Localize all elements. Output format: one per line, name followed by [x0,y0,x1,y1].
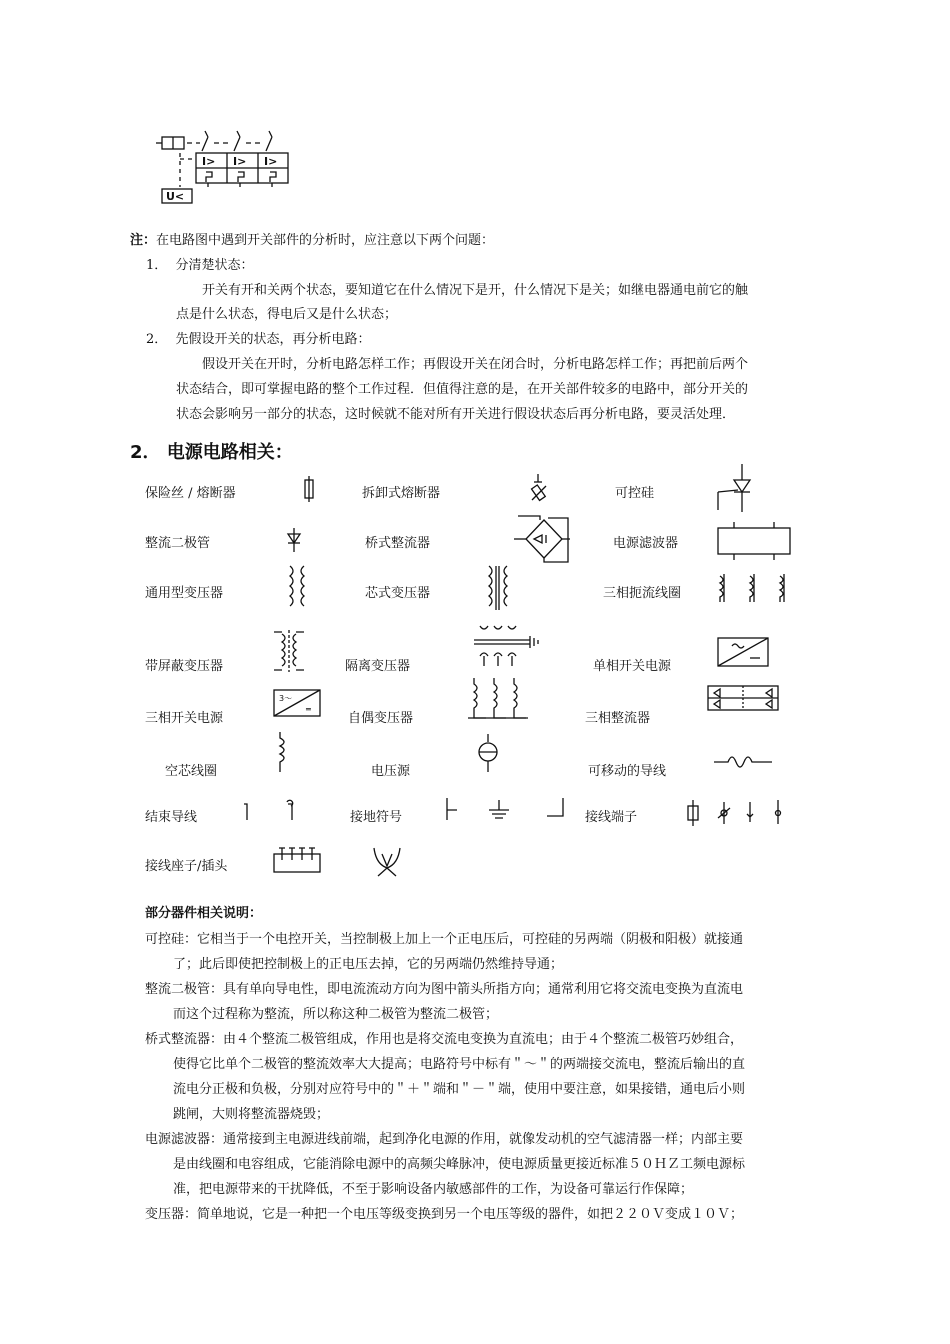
note-item-1-num: 1． [146,258,168,273]
auto-transformer-icon [466,678,530,720]
label-power-filter: 电源滤波器 [613,536,679,551]
note-item-1-line-1: 开关有开和关两个状态，要知道它在什么情况下是开，什么情况下是关；如继电器通电前它的触 [202,283,749,298]
label-ground-symbol: 接地符号 [350,810,403,825]
three-phase-smps-icon [272,688,322,720]
label-isolation-transformer: 隔离变压器 [345,659,411,674]
three-phase-rectifier-icon [706,684,780,714]
ground-icon [443,796,569,824]
scr-icon [714,464,760,512]
desc-scr-2: 了；此后即使把控制极上的正电压去掉，它的另两端仍然维持导通； [173,957,564,972]
note-intro-text: 在电路图中遇到开关部件的分析时，应注意以下两个问题： [156,233,495,248]
desc-transformer-1: 变压器：简单地说，它是一种把一个电压等级变换到另一个电压等级的器件，如把２２０Ｖ变成１０Ｖ； [145,1207,744,1222]
section-2-title: 电源电路相关： [166,442,293,463]
label-fuse: 保险丝 / 熔断器 [145,486,236,501]
note-item-2-line-1: 假设开关在开时，分析电路怎样工作；再假设开关在闭合时，分析电路怎样工作；再把前后两个 [202,357,749,372]
label-voltage-source: 电压源 [371,764,411,779]
desc-title: 部分器件相关说明： [145,906,263,921]
desc-bridge-4: 跳闸，大则将整流器烧毁； [173,1107,330,1122]
smps-label-3: 3～ [279,694,293,703]
label-terminal: 接线端子 [585,810,638,825]
note-prefix: 注： [130,233,157,248]
label-rectifier-diode: 整流二极管 [145,536,211,551]
isolation-transformer-icon [474,626,540,668]
voltage-source-icon [476,734,500,772]
bridge-rectifier-icon [514,514,574,564]
circuit-breaker-diagram [150,125,300,215]
note-item-2-line-3: 状态会影响另一部分的状态，这时候就不能对所有开关进行假设状态后再分析电路，要灵活处理． [176,407,736,422]
label-three-phase-rectifier: 三相整流器 [585,711,651,726]
label-air-core-coil: 空芯线圈 [165,764,218,779]
desc-bridge-2: 使得它比单个二极管的整流效率大大提高；电路符号中标有＂～＂的两端接交流电，整流后输出的直 [173,1057,746,1072]
note-item-1-line-2: 点是什么状态，得电后又是什么状态； [176,307,398,322]
section-2-num: 2． [130,442,161,463]
svg-text:I>: I> [233,155,247,168]
desc-filter-3: 准，把电源带来的干扰降低，不至于影响设备内敏感部件的工作，为设备可靠运行作保障； [173,1182,694,1197]
desc-scr-1: 可控硅：它相当于一个电控开关，当控制极上加上一个正电压后，可控硅的另两端（阴极和阳极）就接通 [145,932,744,947]
removable-fuse-icon [528,474,554,504]
label-three-phase-choke: 三相扼流线圈 [603,586,682,601]
desc-filter-1: 电源滤波器：通常接到主电源进线前端，起到净化电源的作用，就像发动机的空气滤清器一样；内部主要 [145,1132,744,1147]
desc-filter-2: 是由线圈和电容组成，它能消除电源中的高频尖峰脉冲，使电源质量更接近标准５０ＨＺ工频电源标 [173,1157,746,1172]
fuse-icon [300,476,320,502]
label-auto-transformer: 自偶变压器 [348,711,414,726]
section-2-heading [130,443,293,463]
label-shielded-transformer: 带屏蔽变压器 [145,659,224,674]
label-general-transformer: 通用型变压器 [145,586,224,601]
core-transformer-icon [486,566,510,610]
relay-box-label: U< [166,190,185,203]
note-intro [130,231,494,251]
power-filter-icon [716,522,792,560]
plug-icon [370,846,404,878]
diode-icon [285,528,303,552]
desc-bridge-3: 流电分正极和负极，分别对应符号中的＂＋＂端和＂－＂端，使用中要注意，如果接错，通电后小则 [173,1082,746,1097]
smps-label-dc: ═ [306,705,311,714]
desc-bridge-1: 桥式整流器：由４个整流二极管组成，作用也是将交流电变换为直流电；由于４个整流二极管巧妙组合， [145,1032,744,1047]
desc-diode-1: 整流二极管：具有单向导电性，即电流流动方向为图中箭头所指方向；通常利用它将交流电变换为直流电 [145,982,744,997]
label-single-phase-smps: 单相开关电源 [593,659,672,674]
air-core-coil-icon [274,732,290,772]
note-item-2-num: 2． [146,332,168,347]
label-bridge-rectifier: 桥式整流器 [365,536,431,551]
label-movable-wire: 可移动的导线 [588,764,667,779]
terminal-icon [684,800,788,826]
note-item-2-heading [146,330,371,350]
note-item-1-heading [146,256,254,276]
desc-diode-2: 而这个过程称为整流，所以称这种二极管为整流二极管； [173,1007,499,1022]
svg-text:I>: I> [264,155,278,168]
label-three-phase-smps: 三相开关电源 [145,711,224,726]
note-item-2-line-2: 状态结合，即可掌握电路的整个工作过程．但值得注意的是，在开关部件较多的电路中，部分开关的 [176,382,749,397]
socket-icon [272,846,324,876]
three-phase-choke-icon [716,574,790,604]
single-phase-smps-icon [716,636,770,670]
transformer-icon [286,566,308,610]
label-scr: 可控硅 [615,486,655,501]
svg-text:I>: I> [202,155,216,168]
label-end-wire: 结束导线 [145,810,198,825]
note-item-2-title: 先假设开关的状态，再分析电路： [175,332,371,347]
label-socket-plug: 接线座子/插头 [145,859,228,874]
shielded-transformer-icon [272,630,306,672]
label-removable-fuse: 拆卸式熔断器 [362,486,441,501]
label-core-transformer: 芯式变压器 [365,586,431,601]
end-wire-icon [242,800,298,822]
movable-wire-icon [714,748,772,770]
note-item-1-title: 分清楚状态： [175,258,254,273]
